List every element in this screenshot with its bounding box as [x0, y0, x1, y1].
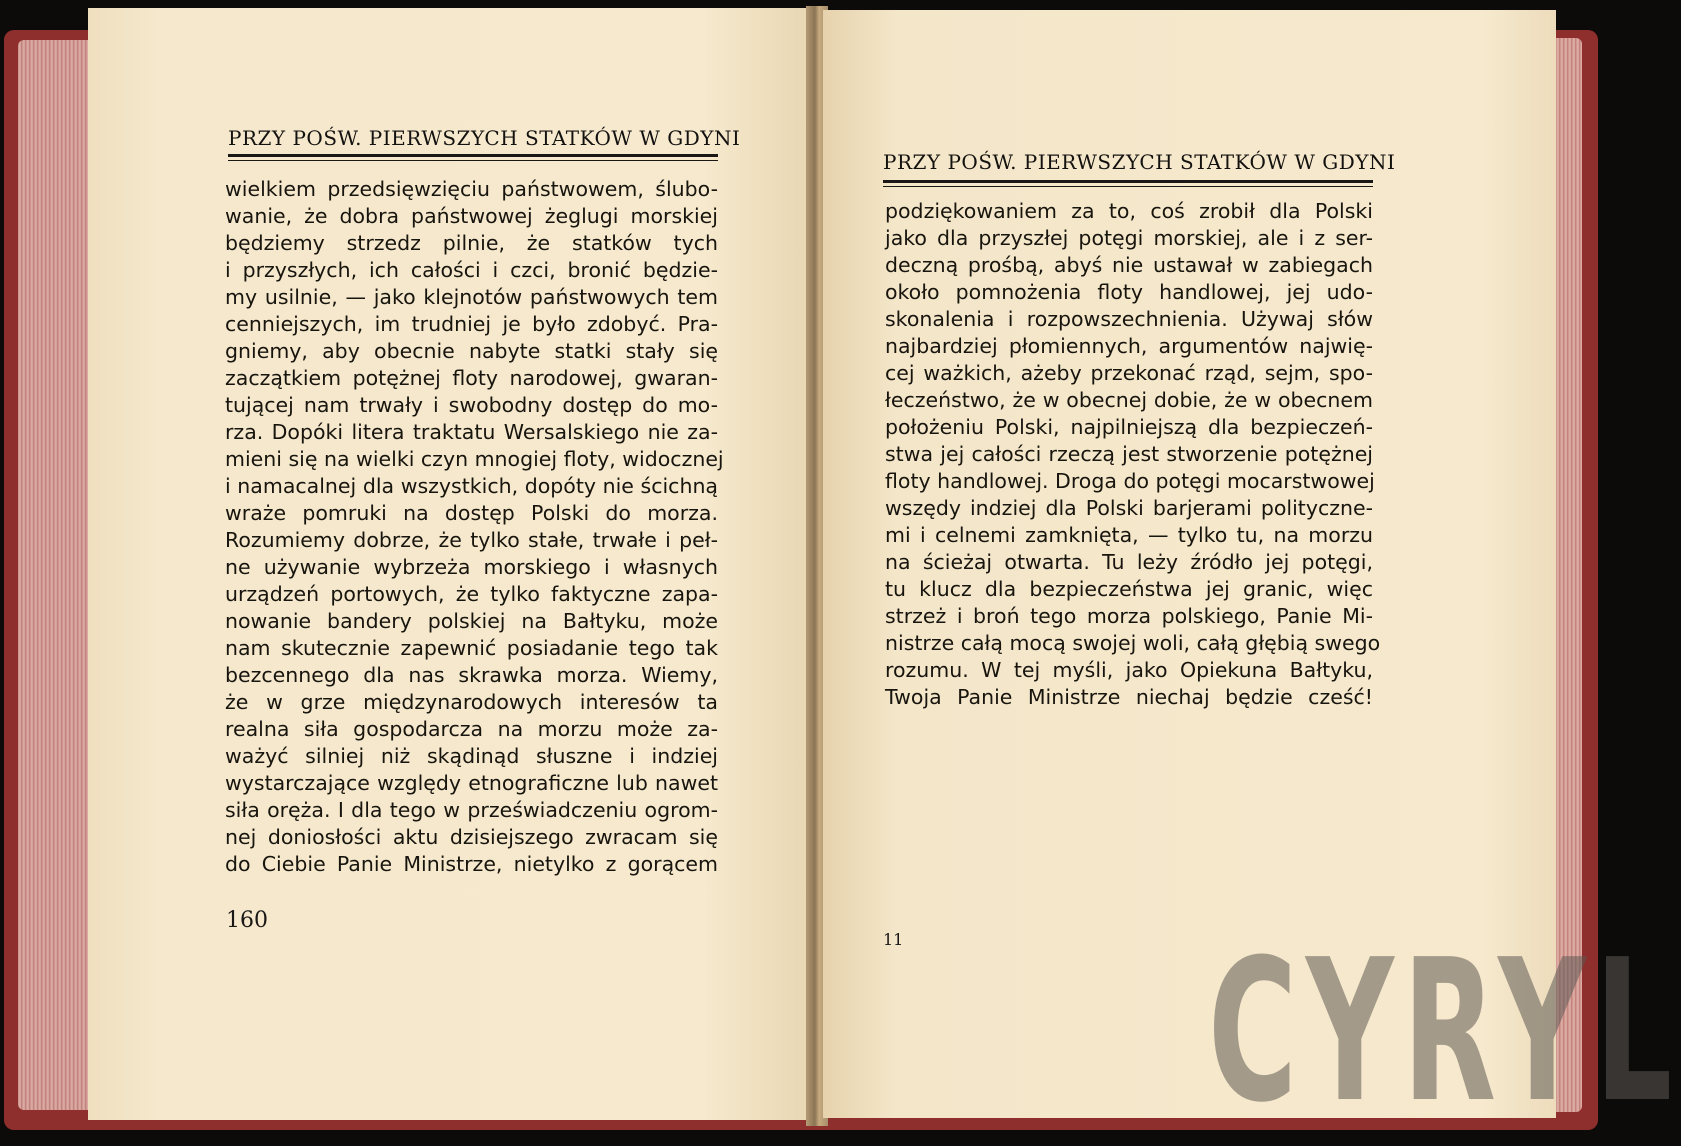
- right-head-rule: [883, 180, 1373, 183]
- text-line: zaczątkiem potężnej floty narodowej, gwaran-: [225, 366, 718, 390]
- text-line: siła oręża. I dla tego w przeświadczeniu ogrom-: [225, 798, 718, 822]
- text-line: nowanie bandery polskiej na Bałtyku, może: [225, 609, 718, 633]
- text-line: cej ważkich, ażeby przekonać rząd, sejm, spo-: [885, 361, 1373, 385]
- cyryl-watermark-logo: CYRYL: [1208, 918, 1681, 1146]
- left-body-text: [225, 176, 724, 878]
- text-line: cenniejszych, im trudniej je było zdobyć. Pra-: [225, 312, 718, 336]
- text-line: i namacalnej dla wszystkich, dopóty nie ścichną: [225, 474, 718, 498]
- text-line: wielkiem przedsięwzięciu państwowem, ślubo-: [225, 177, 718, 201]
- text-line: najbardziej płomiennych, argumentów najwię-: [885, 334, 1373, 358]
- text-line: floty handlowej. Droga do potęgi mocarstwowej: [885, 469, 1375, 493]
- text-line: deczną prośbą, abyś nie ustawał w zabiegach: [885, 253, 1373, 277]
- right-body-text: [885, 198, 1381, 711]
- text-line: wraże pomruki na dostęp Polski do morza.: [225, 501, 718, 525]
- text-line: rozumu. W tej myśli, jako Opiekuna Bałtyku,: [885, 658, 1373, 682]
- text-line: jako dla przyszłej potęgi morskiej, ale i z ser-: [885, 226, 1373, 250]
- text-line: rza. Dopóki litera traktatu Wersalskiego nie za-: [225, 420, 718, 444]
- text-line: mi i celnemi zamknięta, — tylko tu, na morzu: [885, 523, 1373, 547]
- text-line: wszędy indziej dla Polski barjerami polityczne-: [885, 496, 1373, 520]
- text-line: ne używanie wybrzeża morskiego i własnych: [225, 555, 718, 579]
- left-page: [88, 8, 813, 1120]
- right-running-head: PRZY POŚW. PIERWSZYCH STATKÓW W GDYNI: [883, 150, 1396, 174]
- text-line: nej doniosłości aktu dzisiejszego zwracam się: [225, 825, 718, 849]
- text-line: stwa jej całości rzeczą jest stworzenie potężnej: [885, 442, 1373, 466]
- text-line: wystarczające względy etnograficzne lub nawet: [225, 771, 718, 795]
- text-line: strzeż i broń tego morza polskiego, Panie Mi-: [885, 604, 1373, 628]
- text-line: do Ciebie Panie Ministrze, nietylko z gorącem: [225, 852, 718, 876]
- text-line: będziemy strzedz pilnie, że statków tych: [225, 231, 718, 255]
- left-running-head: PRZY POŚW. PIERWSZYCH STATKÓW W GDYNI: [228, 126, 741, 150]
- right-page-number: 11: [883, 930, 904, 949]
- text-line: tującej nam trwały i swobodny dostęp do mo-: [225, 393, 718, 417]
- page-edges-left: [18, 40, 96, 1110]
- text-line: położeniu Polski, najpilniejszą dla bezpieczeń-: [885, 415, 1373, 439]
- right-head-rule-thin: [883, 186, 1373, 187]
- text-line: realna siła gospodarcza na morzu może za-: [225, 717, 718, 741]
- text-line: podziękowaniem za to, coś zrobił dla Polski: [885, 199, 1373, 223]
- text-line: Twoja Panie Ministrze niechaj będzie cześć!: [885, 685, 1373, 709]
- text-line: skonalenia i rozpowszechnienia. Używaj słów: [885, 307, 1373, 331]
- text-line: mieni się na wielki czyn mnogiej floty, widocznej: [225, 447, 724, 471]
- text-line: nistrze całą mocą swojej woli, całą głębią swego: [885, 631, 1381, 655]
- text-line: nam skutecznie zapewnić posiadanie tego tak: [225, 636, 718, 660]
- text-line: łeczeństwo, że w obecnej dobie, że w obecnem: [885, 388, 1373, 412]
- text-line: ważyć silniej niż skądinąd słuszne i indziej: [225, 744, 718, 768]
- text-line: około pomnożenia floty handlowej, jej udo-: [885, 280, 1373, 304]
- text-line: i przyszłych, ich całości i czci, bronić będzie-: [225, 258, 718, 282]
- left-page-number: 160: [226, 908, 268, 933]
- left-head-rule: [228, 154, 718, 157]
- text-line: my usilnie, — jako klejnotów państwowych tem: [225, 285, 718, 309]
- text-line: że w grze międzynarodowych interesów ta: [225, 690, 718, 714]
- text-line: wanie, że dobra państwowej żeglugi morskiej: [225, 204, 718, 228]
- text-line: tu klucz dla bezpieczeństwa jej granic, więc: [885, 577, 1373, 601]
- text-line: gniemy, aby obecnie nabyte statki stały się: [225, 339, 718, 363]
- text-line: bezcennego dla nas skrawka morza. Wiemy,: [225, 663, 718, 687]
- text-line: urządzeń portowych, że tylko faktyczne zapa-: [225, 582, 718, 606]
- left-head-rule-thin: [228, 160, 718, 161]
- text-line: Rozumiemy dobrze, że tylko stałe, trwałe i peł-: [225, 528, 718, 552]
- text-line: na ścieżaj otwarta. Tu leży źródło jej potęgi,: [885, 550, 1373, 574]
